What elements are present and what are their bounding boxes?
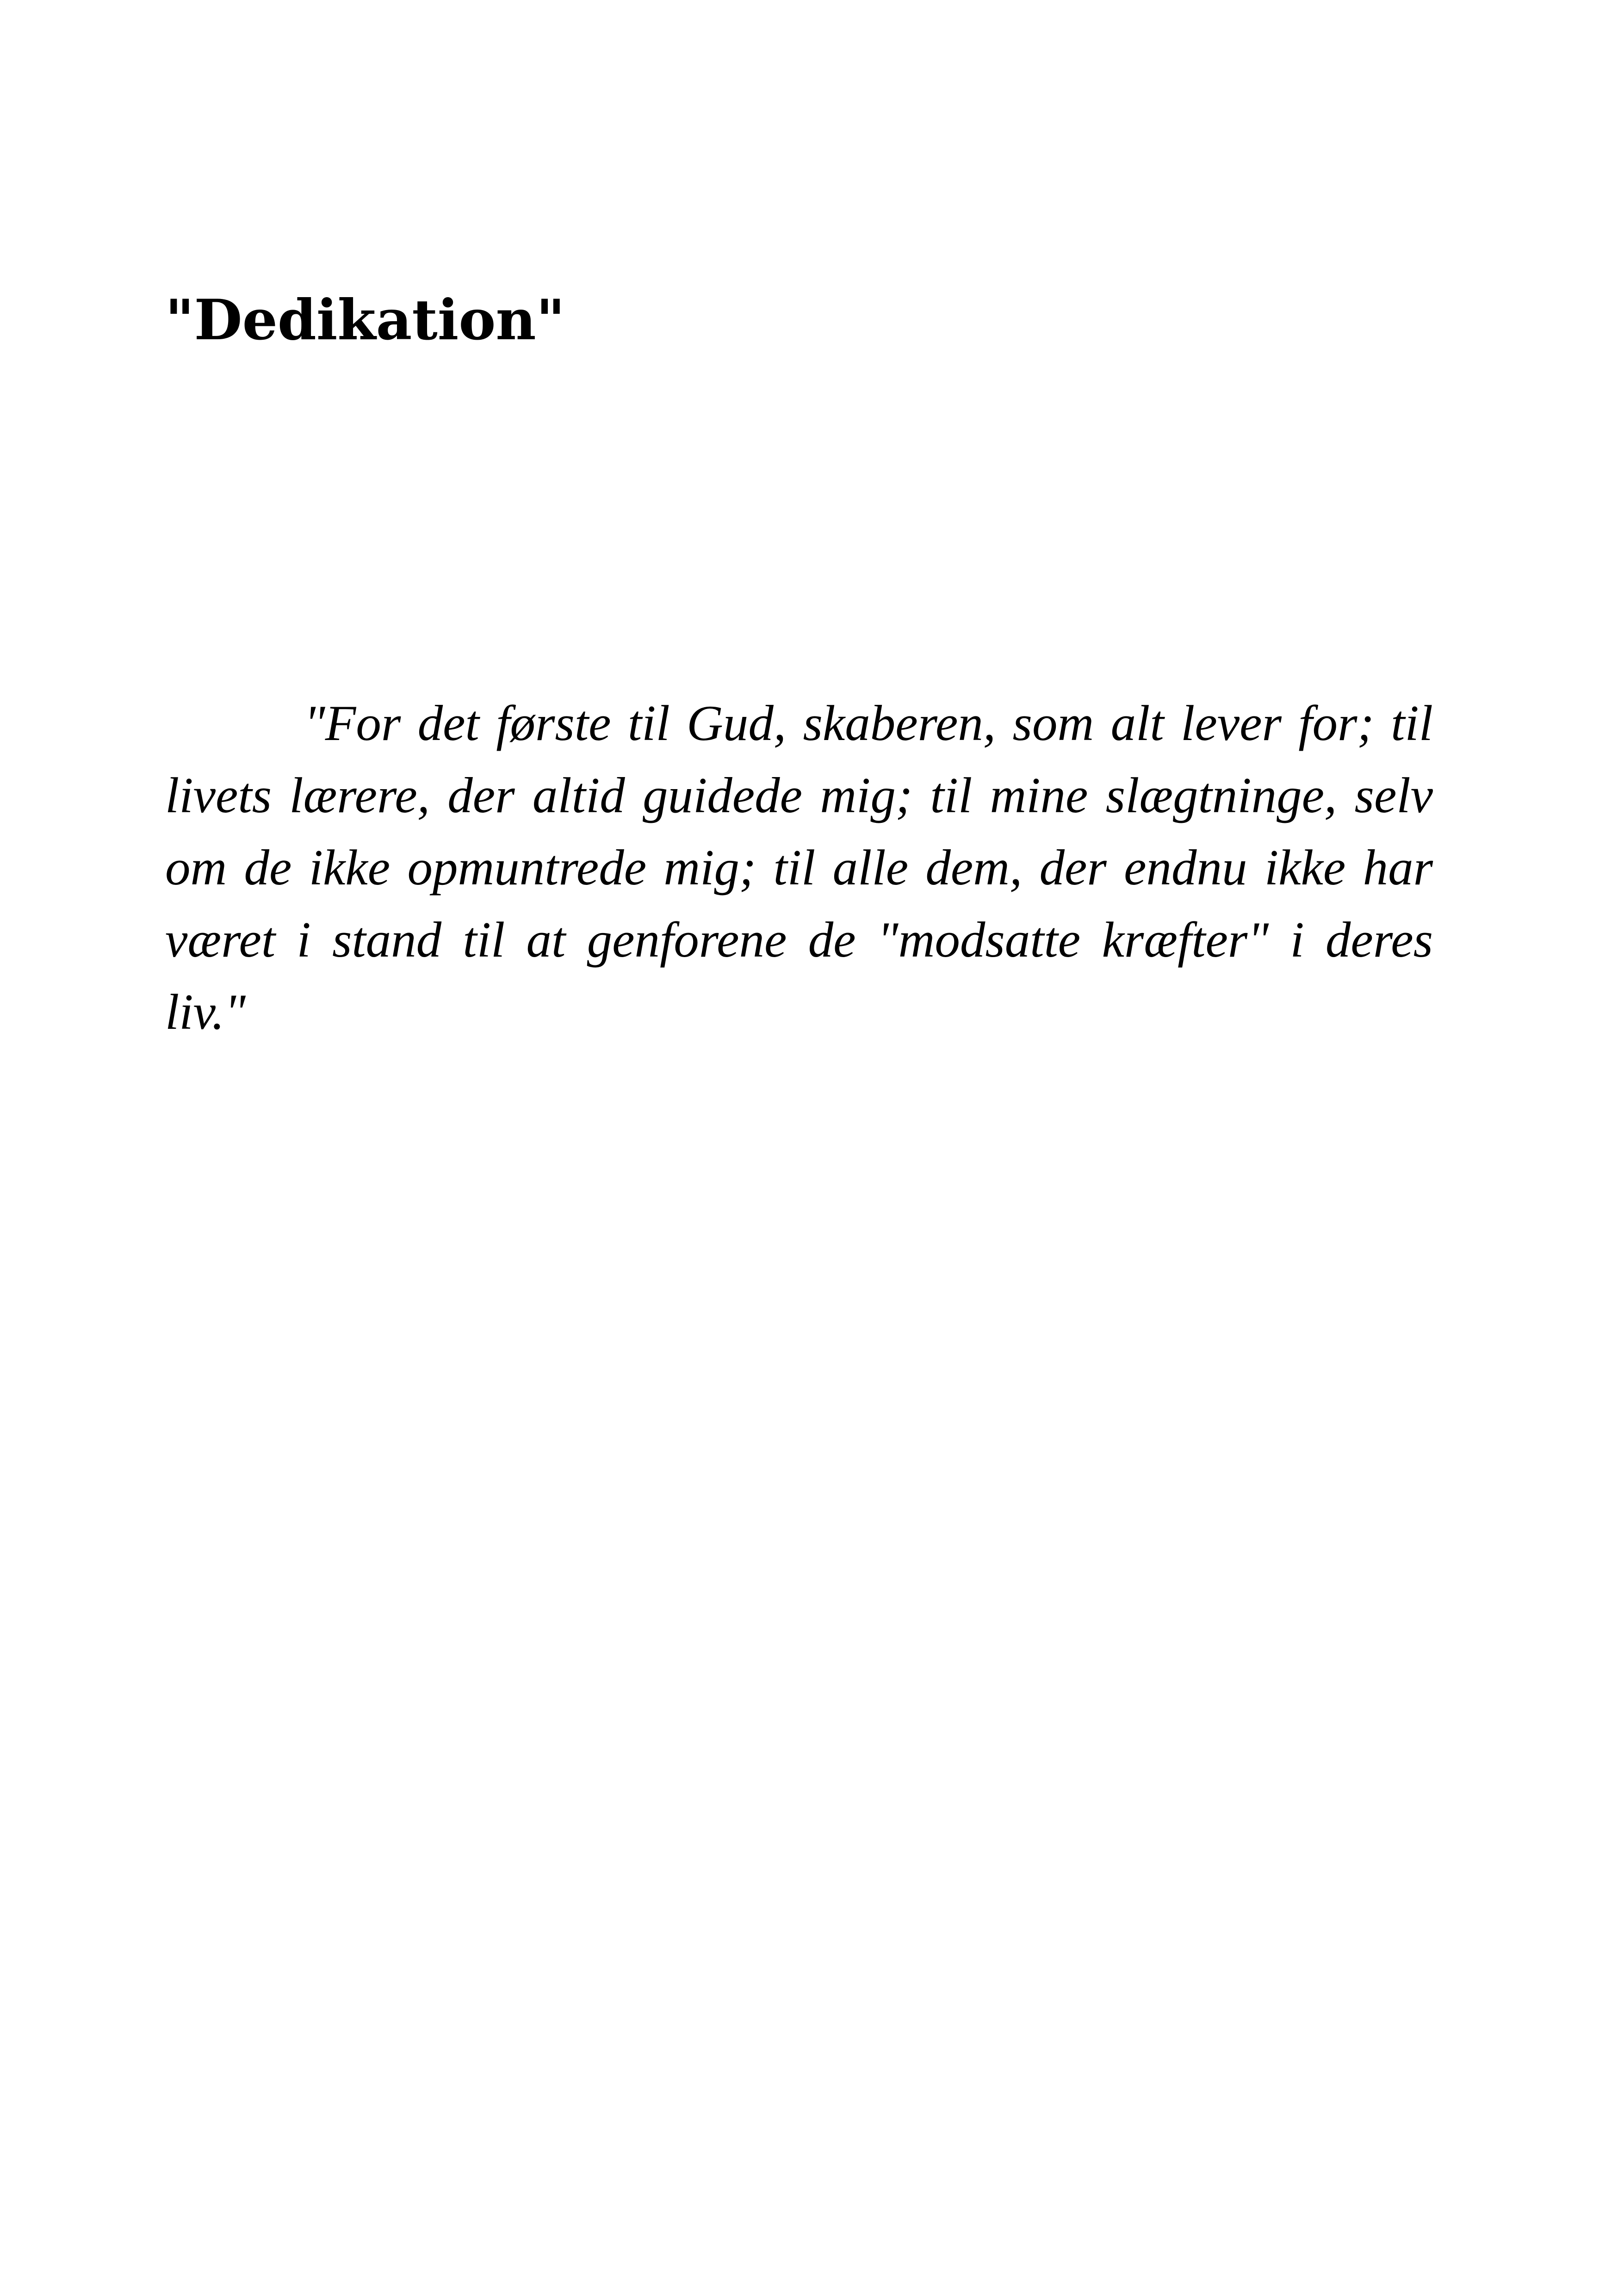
page-heading: "Dedikation" (165, 287, 565, 353)
dedication-paragraph: "For det første til Gud, skaberen, som alt lever for; til livets lærere, der altid guidede mig; til mine slægtninge, selv om de ikke opmuntrede mig; til alle dem, der endnu ikke har været i stand til at genforene de "modsatte kræfter" i deres liv." (165, 695, 1433, 1040)
